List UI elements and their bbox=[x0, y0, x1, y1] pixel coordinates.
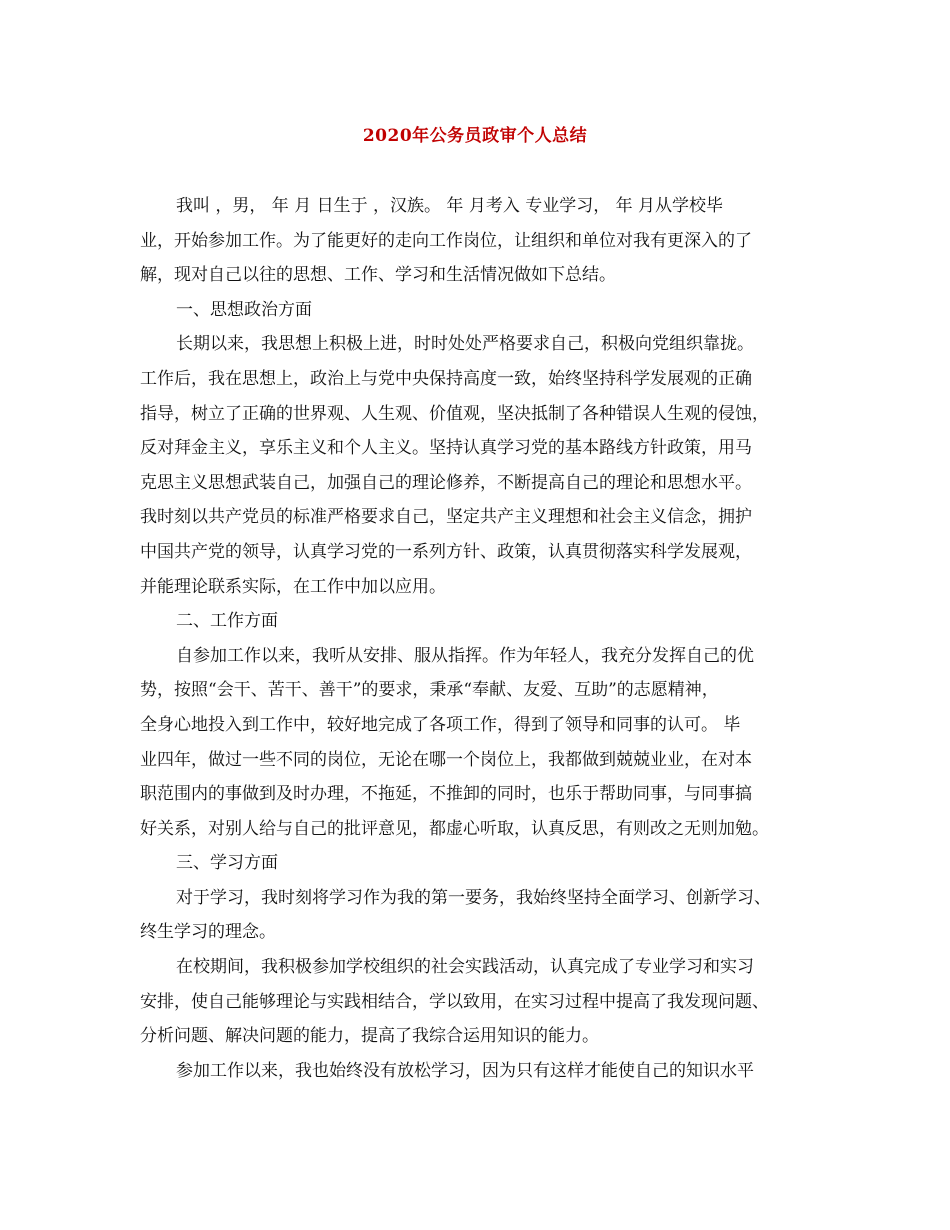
text-line: 好关系，对别人给与自己的批评意见，都虚心听取，认真反思，有则改之无则加勉。 bbox=[140, 818, 769, 839]
text-line: 职范围内的事做到及时办理，不拖延，不推卸的同时，也乐于帮助同事，与同事搞 bbox=[140, 784, 752, 805]
text-line: 势，按照“会干、苦干、善干”的要求，秉承“奉献、友爱、互助”的志愿精神， bbox=[140, 680, 719, 701]
text-line: 业四年，做过一些不同的岗位，无论在哪一个岗位上，我都做到兢兢业业，在对本 bbox=[140, 749, 752, 770]
text-line: 参加工作以来，我也始终没有放松学习，因为只有这样才能使自己的知识水平 bbox=[176, 1060, 754, 1081]
text-line: 二、工作方面 bbox=[176, 611, 278, 632]
text-line: 一、思想政治方面 bbox=[176, 299, 312, 320]
text-line: 自参加工作以来，我听从安排、服从指挥。作为年轻人，我充分发挥自己的优 bbox=[176, 645, 754, 666]
text-line: 解，现对自己以往的思想、工作、学习和生活情况做如下总结。 bbox=[140, 265, 616, 286]
text-line: 终生学习的理念。 bbox=[140, 922, 276, 943]
text-line: 我时刻以共产党员的标准严格要求自己，坚定共产主义理想和社会主义信念，拥护 bbox=[140, 507, 752, 528]
text-line: 全身心地投入到工作中，较好地完成了各项工作，得到了领导和同事的认可。 毕 bbox=[140, 714, 741, 735]
text-line: 中国共产党的领导，认真学习党的一系列方针、政策，认真贯彻落实科学发展观， bbox=[140, 541, 752, 562]
text-line: 在校期间，我积极参加学校组织的社会实践活动，认真完成了专业学习和实习 bbox=[176, 957, 754, 978]
text-line: 长期以来，我思想上积极上进，时时处处严格要求自己，积极向党组织靠拢。 bbox=[176, 334, 754, 355]
text-line: 克思主义思想武装自己，加强自己的理论修养，不断提高自己的理论和思想水平。 bbox=[140, 472, 752, 493]
text-line: 分析问题、解决问题的能力，提高了我综合运用知识的能力。 bbox=[140, 1026, 599, 1047]
text-line: 工作后，我在思想上，政治上与党中央保持高度一致，始终坚持科学发展观的正确 bbox=[140, 368, 752, 389]
text-line: 对于学习，我时刻将学习作为我的第一要务，我始终坚持全面学习、创新学习、 bbox=[176, 887, 771, 908]
text-line: 指导，树立了正确的世界观、人生观、价值观，坚决抵制了各种错误人生观的侵蚀， bbox=[140, 403, 769, 424]
text-line: 三、学习方面 bbox=[176, 853, 278, 874]
document-body bbox=[140, 189, 830, 1088]
text-line: 反对拜金主义，享乐主义和个人主义。坚持认真学习党的基本路线方针政策，用马 bbox=[140, 438, 752, 459]
text-line: 并能理论联系实际，在工作中加以应用。 bbox=[140, 576, 446, 597]
text-line: 我叫 ，男， 年 月 日生于 ，汉族。 年 月考入 专业学习， 年 月从学校毕 bbox=[176, 196, 724, 216]
text-line: 安排，使自己能够理论与实践相结合，学以致用，在实习过程中提高了我发现问题、 bbox=[140, 991, 769, 1012]
text-line: 业，开始参加工作。为了能更好的走向工作岗位，让组织和单位对我有更深入的了 bbox=[140, 230, 752, 251]
document-title: 2020年公务员政审个人总结 bbox=[362, 126, 588, 146]
